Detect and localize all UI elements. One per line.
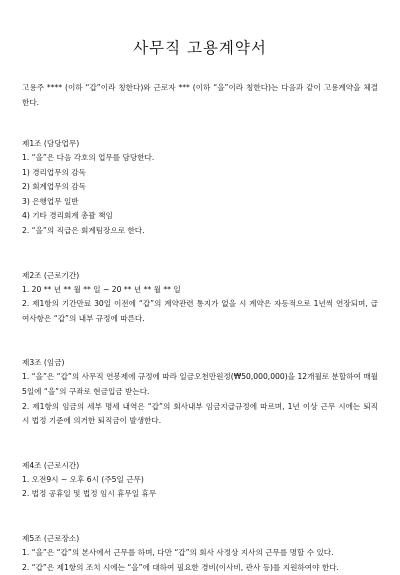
article-1-line: 1. “을”은 다음 각호의 업무를 담당한다. [22,151,378,166]
document-title: 사무직 고용계약서 [22,0,378,58]
article-3-line: 1. “을”은 “갑”의 사무직 연봉제에 규정에 따라 일금오천만원정(₩50,000,000)을 12개월로 분할하여 매월 5일에 “을”의 구좌로 현금입금 받는다. [22,370,378,399]
article-1-line: 2. “을”의 직급은 회계팀장으로 한다. [22,224,378,239]
article-3-line: 2. 제1항의 임금의 세부 명세 내역은 “갑”의 회사내부 임금지급규정에 따르며, 1년 이상 근무 시에는 퇴직 시 법정 기준에 의거한 퇴직금이 발생한다. [22,400,378,429]
article-4 [22,458,378,502]
article-2-line: 2. 제1항의 기간만료 30일 이전에 “갑”의 계약관련 통지가 없을 시 계약은 자동적으로 1년씩 연장되며, 급여사항은 “갑”의 내부 규정에 따른다. [22,297,378,326]
article-1-line: 3) 은행업무 일반 [22,195,378,210]
article-5-line: 2. “갑”은 제1항의 조치 시에는 “을”에 대하여 필요한 경비(이사비, 관사 등)를 지원하여야 한다. [22,561,378,575]
article-1-line: 2) 회계업무의 감독 [22,180,378,195]
article-5 [22,531,378,575]
article-5-line: 1. “을”은 “갑”의 본사에서 근무를 하며, 다만 “갑”의 회사 사정상 지사의 근무를 명할 수 있다. [22,546,378,561]
article-1-heading: 제1조 (담당업무) [22,136,378,151]
article-5-heading: 제5조 (근로장소) [22,531,378,546]
article-4-line: 2. 법정 공휴일 및 법정 임시 휴무일 휴무 [22,487,378,502]
article-1-line: 1) 경리업무의 감독 [22,166,378,181]
intro-paragraph: 고용주 **** (이하 “갑”이라 칭한다)와 근로자 *** (이하 “을”이라 칭한다)는 다음과 같이 고용계약을 체결한다. [22,80,378,110]
article-4-line: 1. 오전9시 ~ 오후 6시 (주5일 근무) [22,473,378,488]
article-1 [22,136,378,239]
article-1-line: 4) 기타 경리회계 총괄 책임 [22,209,378,224]
article-4-heading: 제4조 (근로시간) [22,458,378,473]
article-3-heading: 제3조 (임금) [22,355,378,370]
article-3 [22,355,378,428]
article-2-line: 1. 20 ** 년 ** 월 ** 일 ~ 20 ** 년 ** 월 ** 일 [22,283,378,298]
article-2 [22,268,378,327]
article-2-heading: 제2조 (근로기간) [22,268,378,283]
